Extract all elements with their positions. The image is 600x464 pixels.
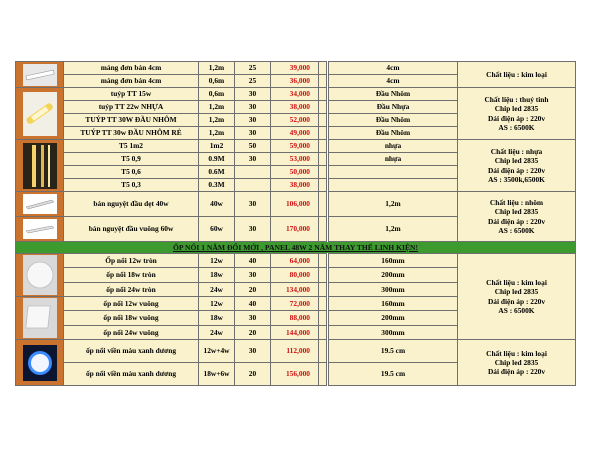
product-dimension: 160mm [328,254,458,268]
spec-line: Dải điện áp : 220v [487,113,546,123]
spec-line: Chất liệu : kim loại [486,348,547,358]
spacer-cell [319,153,328,166]
half-moon-batten-image [16,217,64,242]
t5-tube-image [16,140,64,192]
product-name: ốp nổi viền màu xanh dương [64,363,199,386]
half-moon-batten-icon [23,194,57,214]
product-dimension: nhựa [328,153,458,166]
table-row [16,254,576,268]
product-name: máng đơn bán 4cm [64,62,199,75]
spec-line: Chất liệu : kim loại [486,278,547,287]
product-dimension [328,179,458,192]
led-tube-icon [23,92,57,136]
table-row [16,140,576,153]
product-price: 170,000 [271,217,319,242]
spacer-cell [319,62,328,75]
spacer-cell [319,75,328,88]
spacer-cell [319,363,328,386]
spec-line: Chip led 2835 [494,156,539,166]
spec-line: Chất liệu : thuỷ tinh [484,95,549,104]
product-qty: 20 [235,325,271,339]
product-dimension: 200mm [328,311,458,325]
spacer-cell [319,101,328,114]
product-price: 64,000 [271,254,319,268]
product-dimension: 1,2m [328,192,458,217]
product-dimension: 300mm [328,282,458,296]
product-dimension: 200mm [328,268,458,282]
spec-cell [458,88,576,140]
product-size: 24w [199,325,235,339]
product-dimension [328,166,458,179]
tube-batten-image [16,62,64,88]
spacer-cell [319,127,328,140]
spec-line: Chip led 2835 [494,207,539,217]
product-price: 59,000 [271,140,319,153]
product-size: 1,2m [199,101,235,114]
product-dimension: nhựa [328,140,458,153]
product-size: 0.6M [199,166,235,179]
spacer-cell [319,311,328,325]
spacer-cell [319,325,328,339]
product-name: máng đơn bán 4cm [64,75,199,88]
spec-cell [458,192,576,242]
product-size: 1,2m [199,114,235,127]
table-row [16,62,576,75]
product-price: 53,000 [271,153,319,166]
product-size: 40w [199,192,235,217]
warranty-banner-row [16,242,576,254]
product-qty: 30 [235,192,271,217]
product-size: 0.9M [199,153,235,166]
product-qty: 50 [235,140,271,153]
product-size: 1,2m [199,127,235,140]
product-dimension: 300mm [328,325,458,339]
product-name: T5 0,3 [64,179,199,192]
product-name: ốp nổi 24w tròn [64,282,199,296]
half-moon-batten-image [16,192,64,217]
product-qty: 30 [235,127,271,140]
blue-ring-panel-image [16,340,64,386]
spec-cell [458,140,576,192]
product-qty: 25 [235,62,271,75]
table-row [16,340,576,363]
table-row [16,192,576,217]
spacer-cell [319,282,328,296]
spacer-cell [319,340,328,363]
product-qty: 30 [235,340,271,363]
product-dimension: Đầu Nhôm [328,114,458,127]
product-dimension: 4cm [328,75,458,88]
product-size: 1m2 [199,140,235,153]
spacer-cell [319,140,328,153]
product-size: 18w [199,311,235,325]
product-price: 112,000 [271,340,319,363]
product-dimension: 19.5 cm [328,363,458,386]
product-name: ốp nổi 18w tròn [64,268,199,282]
product-name: ốp nổi 24w vuông [64,325,199,339]
spacer-cell [319,268,328,282]
spec-line: Dải điện áp : 220v [487,367,546,377]
product-size: 0,6m [199,88,235,101]
spacer-cell [319,297,328,311]
square-panel-image [16,297,64,340]
product-size: 1,2m [199,62,235,75]
product-price: 50,000 [271,166,319,179]
round-panel-icon [23,255,57,295]
spacer-cell [319,179,328,192]
product-price: 156,000 [271,363,319,386]
spacer-cell [319,166,328,179]
product-price: 38,000 [271,179,319,192]
product-qty: 30 [235,268,271,282]
product-name: bán nguyệt đầu vuông 60w [64,217,199,242]
product-name: TUÝP TT 30w ĐẦU NHÔM RẺ [64,127,199,140]
product-name: ốp nổi viền màu xanh dương [64,340,199,363]
product-price: 80,000 [271,268,319,282]
product-size: 12w+4w [199,340,235,363]
product-dimension: Đầu Nhựa [328,101,458,114]
spacer-cell [319,192,328,217]
product-price: 134,000 [271,282,319,296]
tube-batten-icon [23,64,57,86]
product-qty: 30 [235,88,271,101]
spacer-cell [319,254,328,268]
product-price: 49,000 [271,127,319,140]
product-qty: 30 [235,311,271,325]
product-qty: 30 [235,153,271,166]
spec-line: Dải điện áp : 220v [487,216,546,226]
product-name: T5 0,9 [64,153,199,166]
spec-line: Dải điện áp : 220v [487,296,546,306]
spec-line: AS : 6500K [498,122,535,132]
product-name: tuýp TT 22w NHỰA [64,101,199,114]
round-panel-image [16,254,64,297]
spec-line: Chất liệu : kim loại [486,69,547,79]
t5-tube-icon [23,143,57,189]
spec-cell [458,340,576,386]
spec-line: Chip led 2835 [494,104,539,114]
warranty-banner: ỐP NỔI 1 NĂM ĐỔI MỚI , PANEL 48W 2 NĂM THAY THẾ LINH KIỆN! [16,242,576,254]
product-qty: 40 [235,254,271,268]
product-name: ốp nổi 12w vuông [64,297,199,311]
spec-line: Chip led 2835 [494,287,539,297]
product-dimension: 160mm [328,297,458,311]
product-size: 0.3M [199,179,235,192]
product-price: 38,000 [271,101,319,114]
spec-cell [458,254,576,340]
product-qty: 30 [235,101,271,114]
spec-line: Chip led 2835 [494,357,539,367]
product-dimension: Đầu Nhôm [328,127,458,140]
spec-line: Chất liệu : nhựa [490,147,543,156]
product-qty: 30 [235,217,271,242]
product-qty: 20 [235,282,271,296]
product-name: T5 1m2 [64,140,199,153]
blue-ring-panel-icon [23,345,57,381]
product-name: bán nguyệt đầu dẹt 40w [64,192,199,217]
product-price: 39,000 [271,62,319,75]
product-dimension: 4cm [328,62,458,75]
product-size: 12w [199,297,235,311]
product-dimension: Đầu Nhôm [328,88,458,101]
product-qty [235,179,271,192]
product-name: T5 0,6 [64,166,199,179]
product-price: 36,000 [271,75,319,88]
product-dimension: 19.5 cm [328,340,458,363]
product-price: 72,000 [271,297,319,311]
product-size: 12w [199,254,235,268]
spec-line: AS : 3500k,6500K [488,174,545,184]
product-price: 106,000 [271,192,319,217]
product-size: 0,6m [199,75,235,88]
spec-line: Chất liệu : nhôm [489,198,544,207]
product-price: 88,000 [271,311,319,325]
spec-line: AS : 6500K [498,305,535,315]
spec-line: Dải điện áp : 220v [487,165,546,175]
table-row [16,88,576,101]
square-panel-icon [23,298,57,338]
spacer-cell [319,88,328,101]
product-price: 52,000 [271,114,319,127]
product-size: 24w [199,282,235,296]
product-qty: 30 [235,114,271,127]
product-name: TUÝP TT 30W ĐẦU NHÔM [64,114,199,127]
product-qty: 25 [235,75,271,88]
product-price: 144,000 [271,325,319,339]
spec-line: AS : 6500K [498,225,535,235]
product-name: ốp nổi 18w vuông [64,311,199,325]
product-name: tuýp TT 15w [64,88,199,101]
product-dimension: 1,2m [328,217,458,242]
product-qty: 40 [235,297,271,311]
half-moon-batten-icon [23,219,57,239]
product-qty: 20 [235,363,271,386]
spacer-cell [319,217,328,242]
product-name: Ốp nổi 12w tròn [64,254,199,268]
product-size: 18w+6w [199,363,235,386]
product-size: 18w [199,268,235,282]
spec-cell [458,62,576,88]
spacer-cell [319,114,328,127]
led-tube-image [16,88,64,140]
product-size: 60w [199,217,235,242]
price-table [15,61,576,386]
product-price: 34,000 [271,88,319,101]
product-qty [235,166,271,179]
